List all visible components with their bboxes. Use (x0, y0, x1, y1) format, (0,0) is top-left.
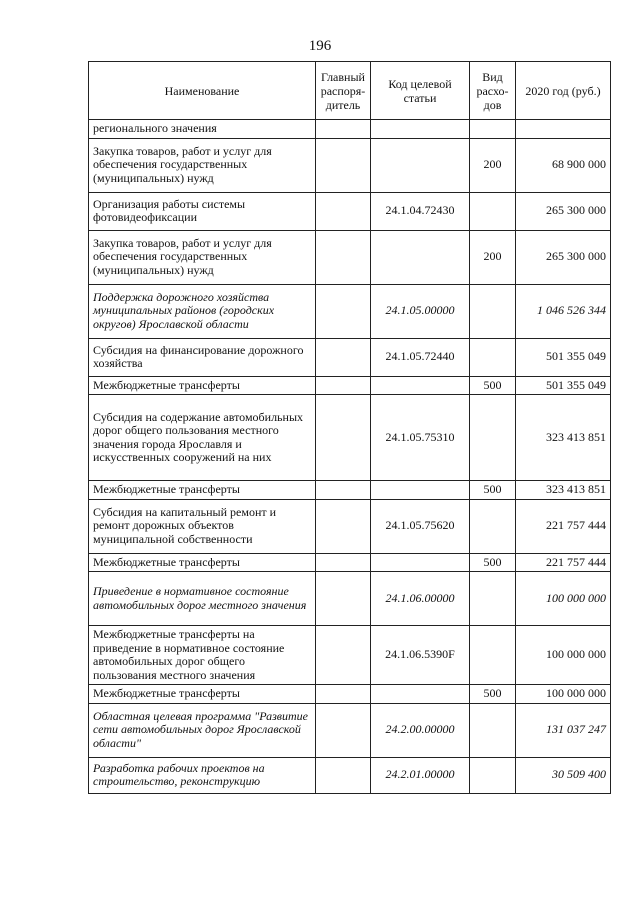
cell-code: 24.1.05.72440 (371, 338, 470, 376)
cell-code (371, 553, 470, 572)
cell-code: 24.1.04.72430 (371, 192, 470, 230)
table-row (89, 553, 611, 572)
cell-type: 500 (470, 685, 516, 704)
table-row (89, 703, 611, 757)
cell-type (470, 572, 516, 626)
cell-amount: 100 000 000 (516, 626, 611, 685)
table-row (89, 757, 611, 793)
cell-admin (316, 703, 371, 757)
cell-type: 200 (470, 230, 516, 284)
cell-type: 500 (470, 376, 516, 395)
cell-name: Субсидия на капитальный ремонт и ремонт дорожных объектов муниципальной собственности (89, 499, 316, 553)
cell-name: Межбюджетные трансферты (89, 376, 316, 395)
cell-amount: 68 900 000 (516, 138, 611, 192)
cell-type (470, 626, 516, 685)
budget-table (88, 61, 611, 794)
cell-code (371, 481, 470, 500)
cell-amount: 323 413 851 (516, 481, 611, 500)
cell-amount: 100 000 000 (516, 572, 611, 626)
cell-amount: 30 509 400 (516, 757, 611, 793)
table-row (89, 395, 611, 481)
cell-admin (316, 499, 371, 553)
header-type: Вид расхо-дов (470, 62, 516, 120)
cell-admin (316, 481, 371, 500)
cell-amount: 131 037 247 (516, 703, 611, 757)
table-row (89, 138, 611, 192)
table-row (89, 192, 611, 230)
cell-name: Межбюджетные трансферты (89, 685, 316, 704)
cell-amount: 1 046 526 344 (516, 284, 611, 338)
cell-admin (316, 553, 371, 572)
header-name: Наименование (89, 62, 316, 120)
cell-amount: 100 000 000 (516, 685, 611, 704)
cell-code: 24.1.06.5390F (371, 626, 470, 685)
cell-admin (316, 685, 371, 704)
table-row (89, 284, 611, 338)
cell-name: Межбюджетные трансферты на приведение в нормативное состояние автомобильных дорог общего пользования местного значения (89, 626, 316, 685)
cell-name: Закупка товаров, работ и услуг для обеспечения государственных (муниципальных) нужд (89, 230, 316, 284)
cell-name: Межбюджетные трансферты (89, 481, 316, 500)
cell-name: Областная целевая программа "Развитие сети автомобильных дорог Ярославской области" (89, 703, 316, 757)
table-row (89, 376, 611, 395)
cell-type: 500 (470, 481, 516, 500)
cell-type (470, 395, 516, 481)
cell-amount: 221 757 444 (516, 553, 611, 572)
cell-code: 24.1.06.00000 (371, 572, 470, 626)
cell-name: Приведение в нормативное состояние автомобильных дорог местного значения (89, 572, 316, 626)
table-row (89, 120, 611, 139)
cell-code (371, 138, 470, 192)
cell-code: 24.1.05.75310 (371, 395, 470, 481)
cell-type (470, 499, 516, 553)
cell-type (470, 120, 516, 139)
cell-admin (316, 138, 371, 192)
cell-type (470, 703, 516, 757)
cell-type (470, 338, 516, 376)
cell-code: 24.1.05.00000 (371, 284, 470, 338)
cell-code: 24.2.00.00000 (371, 703, 470, 757)
cell-type (470, 757, 516, 793)
header-code: Код целевой статьи (371, 62, 470, 120)
cell-admin (316, 120, 371, 139)
cell-name: регионального значения (89, 120, 316, 139)
cell-code (371, 685, 470, 704)
cell-name: Организация работы системы фотовидеофиксации (89, 192, 316, 230)
cell-admin (316, 572, 371, 626)
cell-amount: 323 413 851 (516, 395, 611, 481)
cell-name: Поддержка дорожного хозяйства муниципальных районов (городских округов) Ярославской области (89, 284, 316, 338)
cell-name: Субсидия на финансирование дорожного хозяйства (89, 338, 316, 376)
cell-amount: 501 355 049 (516, 376, 611, 395)
header-row (89, 62, 611, 120)
cell-admin (316, 376, 371, 395)
cell-code: 24.2.01.00000 (371, 757, 470, 793)
table-row (89, 626, 611, 685)
cell-amount (516, 120, 611, 139)
table-row (89, 338, 611, 376)
cell-amount: 221 757 444 (516, 499, 611, 553)
cell-admin (316, 338, 371, 376)
cell-type: 200 (470, 138, 516, 192)
cell-admin (316, 626, 371, 685)
cell-admin (316, 230, 371, 284)
table-row (89, 685, 611, 704)
header-amount: 2020 год (руб.) (516, 62, 611, 120)
table-body (89, 120, 611, 794)
cell-admin (316, 192, 371, 230)
page-number: 196 (308, 38, 332, 54)
cell-name: Субсидия на содержание автомобильных дорог общего пользования местного значения города Ярославля и искусственных сооружений на них (89, 395, 316, 481)
table-row (89, 230, 611, 284)
cell-amount: 501 355 049 (516, 338, 611, 376)
cell-admin (316, 284, 371, 338)
cell-type (470, 192, 516, 230)
table-row (89, 572, 611, 626)
cell-code: 24.1.05.75620 (371, 499, 470, 553)
table-row (89, 481, 611, 500)
cell-code (371, 120, 470, 139)
table-row (89, 499, 611, 553)
cell-type (470, 284, 516, 338)
header-admin: Главный распоря-дитель (316, 62, 371, 120)
cell-type: 500 (470, 553, 516, 572)
cell-admin (316, 395, 371, 481)
cell-name: Разработка рабочих проектов на строительство, реконструкцию (89, 757, 316, 793)
cell-amount: 265 300 000 (516, 230, 611, 284)
cell-amount: 265 300 000 (516, 192, 611, 230)
cell-code (371, 230, 470, 284)
cell-admin (316, 757, 371, 793)
cell-name: Межбюджетные трансферты (89, 553, 316, 572)
cell-name: Закупка товаров, работ и услуг для обеспечения государственных (муниципальных) нужд (89, 138, 316, 192)
cell-code (371, 376, 470, 395)
